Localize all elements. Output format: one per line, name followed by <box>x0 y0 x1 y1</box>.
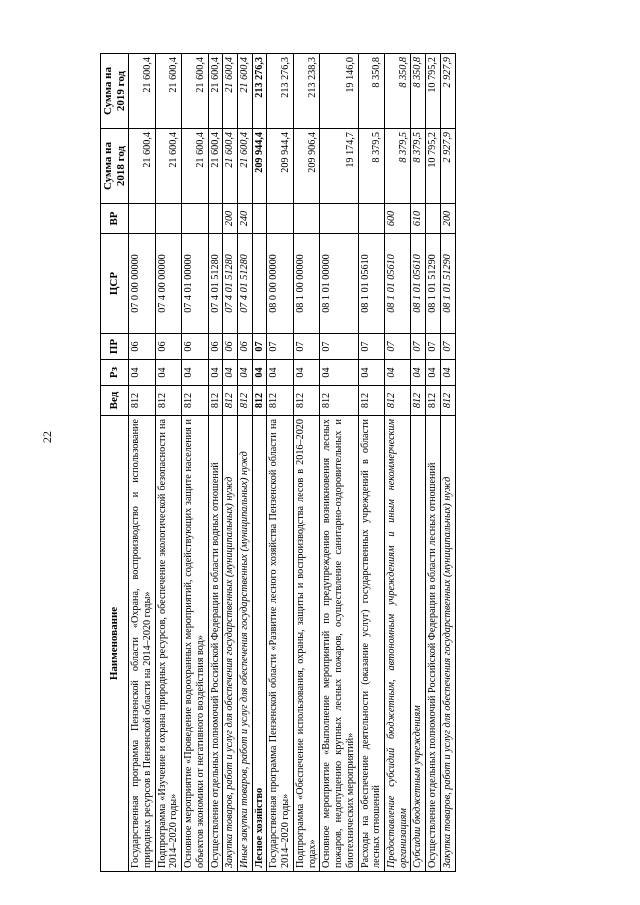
cell-ved: 812 <box>293 386 319 416</box>
cell-pr: 07 <box>293 334 319 360</box>
cell-pr: 07 <box>384 334 410 360</box>
table-row <box>238 54 253 872</box>
cell-sum-2019: 8 350,8 <box>411 54 426 129</box>
cell-rz: 04 <box>223 360 238 386</box>
header-vr: ВР <box>101 204 129 234</box>
cell-pr: 07 <box>252 334 267 360</box>
cell-sum-2019: 21 600,4 <box>182 54 208 129</box>
table-row <box>182 54 208 872</box>
cell-pr: 07 <box>320 334 358 360</box>
cell-sum-2018: 21 600,4 <box>182 129 208 204</box>
cell-csr: 08 1 01 00000 <box>320 234 358 334</box>
cell-rz: 04 <box>411 360 426 386</box>
cell-ved: 812 <box>320 386 358 416</box>
header-name: Наименование <box>101 416 129 872</box>
cell-sum-2019: 21 600,4 <box>208 54 223 129</box>
cell-rz: 04 <box>252 360 267 386</box>
cell-csr: 07 4 01 51280 <box>238 234 253 334</box>
cell-name: Подпрограмма «Изучение и охрана природных ресурсов, обеспечение экологической безопасности на 2014–2020 годы» <box>155 416 181 872</box>
cell-name: Осуществление отдельных полномочий Российской Федерации в области лесных отношений <box>426 416 441 872</box>
cell-sum-2019: 10 795,2 <box>426 54 441 129</box>
cell-vr: 200 <box>223 204 238 234</box>
cell-vr <box>293 204 319 234</box>
cell-rz: 04 <box>358 360 384 386</box>
cell-rz: 04 <box>384 360 410 386</box>
cell-ved: 812 <box>384 386 410 416</box>
cell-sum-2019: 21 600,4 <box>129 54 155 129</box>
cell-pr: 07 <box>440 334 455 360</box>
cell-name: Государственная программа Пензенской области «Развитие лесного хозяйства Пензенской области на 2014–2020 годы» <box>267 416 293 872</box>
cell-csr: 08 0 00 00000 <box>267 234 293 334</box>
cell-sum-2019: 213 238,3 <box>293 54 319 129</box>
cell-rz: 04 <box>182 360 208 386</box>
table-row <box>426 54 441 872</box>
cell-sum-2018: 8 379,5 <box>358 129 384 204</box>
table-row <box>267 54 293 872</box>
cell-sum-2018: 209 906,4 <box>293 129 319 204</box>
cell-sum-2019: 21 600,4 <box>155 54 181 129</box>
header-csr: ЦСР <box>101 234 129 334</box>
cell-rz: 04 <box>129 360 155 386</box>
cell-sum-2019: 213 276,3 <box>252 54 267 129</box>
cell-rz: 04 <box>155 360 181 386</box>
header-rz: Рз <box>101 360 129 386</box>
cell-rz: 04 <box>208 360 223 386</box>
cell-pr: 07 <box>411 334 426 360</box>
cell-vr: 240 <box>238 204 253 234</box>
cell-ved: 812 <box>155 386 181 416</box>
cell-sum-2019: 21 600,4 <box>238 54 253 129</box>
cell-sum-2018: 10 795,2 <box>426 129 441 204</box>
table-row <box>293 54 319 872</box>
cell-sum-2018: 19 174,7 <box>320 129 358 204</box>
cell-ved: 812 <box>129 386 155 416</box>
cell-csr <box>252 234 267 334</box>
table-header-row <box>101 54 129 872</box>
cell-sum-2018: 8 379,5 <box>384 129 410 204</box>
cell-vr <box>182 204 208 234</box>
cell-csr: 07 0 00 00000 <box>129 234 155 334</box>
cell-csr: 08 1 01 05610 <box>411 234 426 334</box>
cell-ved: 812 <box>252 386 267 416</box>
cell-csr: 07 4 01 51280 <box>208 234 223 334</box>
cell-sum-2018: 209 944,4 <box>252 129 267 204</box>
cell-vr <box>208 204 223 234</box>
cell-pr: 06 <box>129 334 155 360</box>
cell-sum-2018: 8 379,5 <box>411 129 426 204</box>
cell-sum-2019: 2 927,9 <box>440 54 455 129</box>
cell-name: Лесное хозяйство <box>252 416 267 872</box>
cell-pr: 06 <box>182 334 208 360</box>
cell-ved: 812 <box>182 386 208 416</box>
cell-csr: 08 1 01 51290 <box>426 234 441 334</box>
cell-pr: 06 <box>223 334 238 360</box>
budget-table <box>100 53 456 872</box>
cell-ved: 812 <box>411 386 426 416</box>
cell-rz: 04 <box>440 360 455 386</box>
cell-sum-2018: 21 600,4 <box>208 129 223 204</box>
budget-table-container <box>100 54 456 872</box>
cell-rz: 04 <box>293 360 319 386</box>
table-row <box>411 54 426 872</box>
cell-csr: 08 1 01 51290 <box>440 234 455 334</box>
cell-ved: 812 <box>208 386 223 416</box>
table-body <box>129 54 455 872</box>
cell-rz: 04 <box>238 360 253 386</box>
cell-csr: 07 4 00 00000 <box>155 234 181 334</box>
table-row <box>252 54 267 872</box>
header-ved: Вед <box>101 386 129 416</box>
cell-csr: 08 1 01 05610 <box>358 234 384 334</box>
header-sum-2018: Сумма на 2018 год <box>101 129 129 204</box>
cell-ved: 812 <box>223 386 238 416</box>
cell-vr <box>129 204 155 234</box>
table-row <box>440 54 455 872</box>
cell-vr <box>320 204 358 234</box>
cell-sum-2019: 19 146,0 <box>320 54 358 129</box>
cell-pr: 06 <box>155 334 181 360</box>
cell-csr: 08 1 00 00000 <box>293 234 319 334</box>
cell-sum-2019: 8 350,8 <box>358 54 384 129</box>
cell-name: Основное мероприятие «Проведение водоохранных мероприятий, содействующих защите населения и объектов экономики от негативного воздействия вод» <box>182 416 208 872</box>
cell-pr: 07 <box>358 334 384 360</box>
cell-sum-2019: 21 600,4 <box>223 54 238 129</box>
cell-csr: 07 4 01 51280 <box>223 234 238 334</box>
cell-name: Закупка товаров, работ и услуг для обеспечения государственных (муниципальных) нужд <box>440 416 455 872</box>
cell-ved: 812 <box>238 386 253 416</box>
cell-rz: 04 <box>267 360 293 386</box>
cell-sum-2018: 209 944,4 <box>267 129 293 204</box>
cell-name: Предоставление субсидий бюджетным, автономным учреждениям и иным некоммерческим организациям <box>384 416 410 872</box>
cell-vr: 200 <box>440 204 455 234</box>
cell-vr: 610 <box>411 204 426 234</box>
cell-name: Иные закупки товаров, работ и услуг для обеспечения государственных (муниципальных) нужд <box>238 416 253 872</box>
cell-vr <box>358 204 384 234</box>
cell-sum-2018: 21 600,4 <box>129 129 155 204</box>
header-pr: ПР <box>101 334 129 360</box>
cell-pr: 07 <box>267 334 293 360</box>
page-number: 22 <box>40 431 54 443</box>
cell-sum-2019: 8 350,8 <box>384 54 410 129</box>
cell-ved: 812 <box>358 386 384 416</box>
cell-name: Закупка товаров, работ и услуг для обеспечения государственных (муниципальных) нужд <box>223 416 238 872</box>
header-sum-2019: Сумма на 2019 год <box>101 54 129 129</box>
cell-sum-2019: 213 276,3 <box>267 54 293 129</box>
cell-name: Подпрограмма «Обеспечение использования, охраны, защиты и воспроизводства лесов в 2016–2020 годах» <box>293 416 319 872</box>
table-row <box>358 54 384 872</box>
cell-rz: 04 <box>320 360 358 386</box>
cell-ved: 812 <box>440 386 455 416</box>
table-row <box>129 54 155 872</box>
cell-rz: 04 <box>426 360 441 386</box>
cell-name: Осуществление отдельных полномочий Российской Федерации в области водных отношений <box>208 416 223 872</box>
cell-ved: 812 <box>267 386 293 416</box>
cell-sum-2018: 2 927,9 <box>440 129 455 204</box>
cell-sum-2018: 21 600,4 <box>155 129 181 204</box>
table-row <box>155 54 181 872</box>
cell-vr: 600 <box>384 204 410 234</box>
table-row <box>384 54 410 872</box>
cell-vr <box>252 204 267 234</box>
cell-vr <box>267 204 293 234</box>
cell-pr: 06 <box>238 334 253 360</box>
cell-csr: 08 1 01 05610 <box>384 234 410 334</box>
table-row <box>208 54 223 872</box>
cell-pr: 06 <box>208 334 223 360</box>
cell-ved: 812 <box>426 386 441 416</box>
cell-name: Основное мероприятие «Выполнение мероприятий по предупреждению возникновения лесных пожаров, недопущению крупных лесных пожаров, осуществление санитарно-оздоровительных и биотехнических мероприятий» <box>320 416 358 872</box>
table-row <box>320 54 358 872</box>
cell-vr <box>155 204 181 234</box>
cell-name: Государственная программа Пензенской области «Охрана, воспроизводство и использование природных ресурсов в Пензенской области на 2014–2020 годы» <box>129 416 155 872</box>
cell-csr: 07 4 01 00000 <box>182 234 208 334</box>
cell-sum-2018: 21 600,4 <box>223 129 238 204</box>
cell-vr <box>426 204 441 234</box>
cell-name: Субсидии бюджетным учреждениям <box>411 416 426 872</box>
table-row <box>223 54 238 872</box>
cell-sum-2018: 21 600,4 <box>238 129 253 204</box>
cell-name: Расходы на обеспечение деятельности (оказание услуг) государственных учреждений в области лесных отношений <box>358 416 384 872</box>
cell-pr: 07 <box>426 334 441 360</box>
